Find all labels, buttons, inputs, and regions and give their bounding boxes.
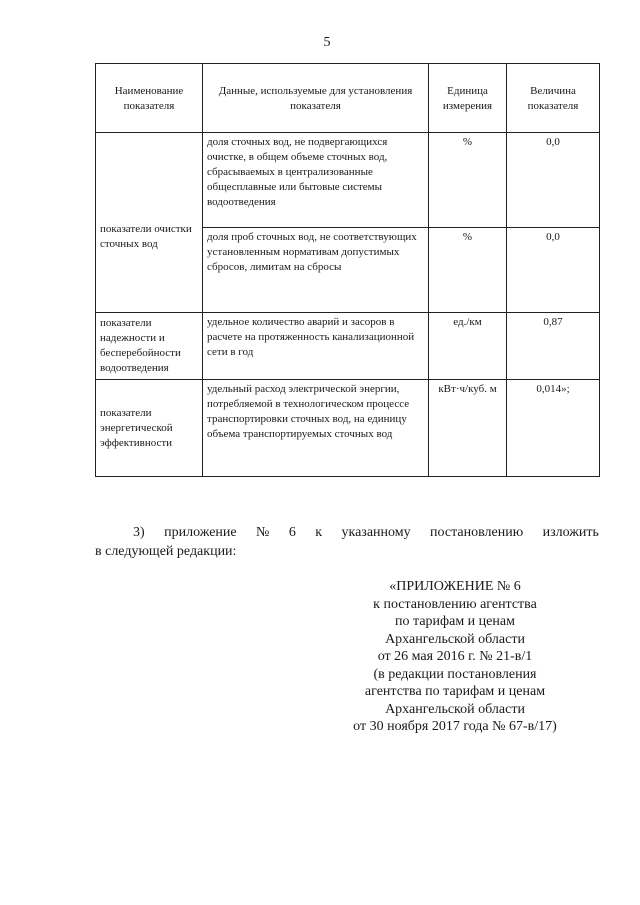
table-row xyxy=(96,380,600,477)
paragraph-word: 6 xyxy=(288,525,296,540)
value-cell: 0,014»; xyxy=(507,380,600,477)
paragraph-second-line: в следующей редакции: xyxy=(95,544,237,559)
annex-line: Архангельской области xyxy=(385,631,525,647)
paragraph-first-line xyxy=(95,523,599,542)
header-unit: Единица измерения xyxy=(429,64,507,133)
unit-cell: % xyxy=(429,133,507,228)
value-cell: 0,0 xyxy=(507,133,600,228)
data-cell: доля проб сточных вод, не соответствующих установленным нормативам допустимых сбросов, лимитам на сбросы xyxy=(203,228,429,313)
table-header-row xyxy=(96,64,600,133)
paragraph-word: к xyxy=(315,525,323,540)
paragraph-word: изложить xyxy=(542,525,599,540)
unit-cell: кВт·ч/куб. м xyxy=(429,380,507,477)
table-row xyxy=(96,133,600,228)
value-cell: 0,87 xyxy=(507,313,600,380)
header-data-used: Данные, используемые для установления показателя xyxy=(203,64,429,133)
annex-line: Архангельской области xyxy=(385,701,525,717)
annex-header-block xyxy=(330,578,580,736)
paragraph-word: приложение xyxy=(164,525,237,540)
table-row xyxy=(96,313,600,380)
annex-line: по тарифам и ценам xyxy=(395,614,515,629)
annex-line: (в редакции постановления xyxy=(373,666,537,682)
group-name-cell: показатели энергетической эффективности xyxy=(96,380,203,477)
value-cell: 0,0 xyxy=(507,228,600,313)
group-name-cell: показатели надежности и бесперебойности водоотведения xyxy=(96,313,203,380)
annex-line: агентства по тарифам и ценам xyxy=(364,684,546,699)
group-name-cell: показатели очистки сточных вод xyxy=(96,133,203,313)
data-cell: удельный расход электрической энергии, потребляемой в технологическом процессе транспортировки сточных вод, на единицу объема транспортируемых сточных вод xyxy=(203,380,429,477)
data-cell: доля сточных вод, не подвергающихся очистке, в общем объеме сточных вод, сбрасываемых в централизованные общесплавные или бытовые системы водоотведения xyxy=(203,133,429,228)
indicators-table xyxy=(95,63,600,477)
annex-line: от 30 ноября 2017 года № 67-в/17) xyxy=(353,719,557,734)
amendment-paragraph xyxy=(95,523,599,561)
annex-line: к постановлению агентства xyxy=(373,596,537,612)
paragraph-word: постановлению xyxy=(430,525,524,540)
header-indicator-name: Наименование показателя xyxy=(96,64,203,133)
paragraph-word: 3) xyxy=(133,525,145,540)
paragraph-word: указанному xyxy=(341,525,411,540)
unit-cell: % xyxy=(429,228,507,313)
unit-cell: ед./км xyxy=(429,313,507,380)
paragraph-word: № xyxy=(256,525,270,540)
annex-line: от 26 мая 2016 г. № 21-в/1 xyxy=(377,649,533,664)
header-value: Величина показателя xyxy=(507,64,600,133)
data-cell: удельное количество аварий и засоров в расчете на протяженность канализационной сети в год xyxy=(203,313,429,380)
page-number: 5 xyxy=(323,35,331,50)
annex-line: «ПРИЛОЖЕНИЕ № 6 xyxy=(389,579,521,594)
